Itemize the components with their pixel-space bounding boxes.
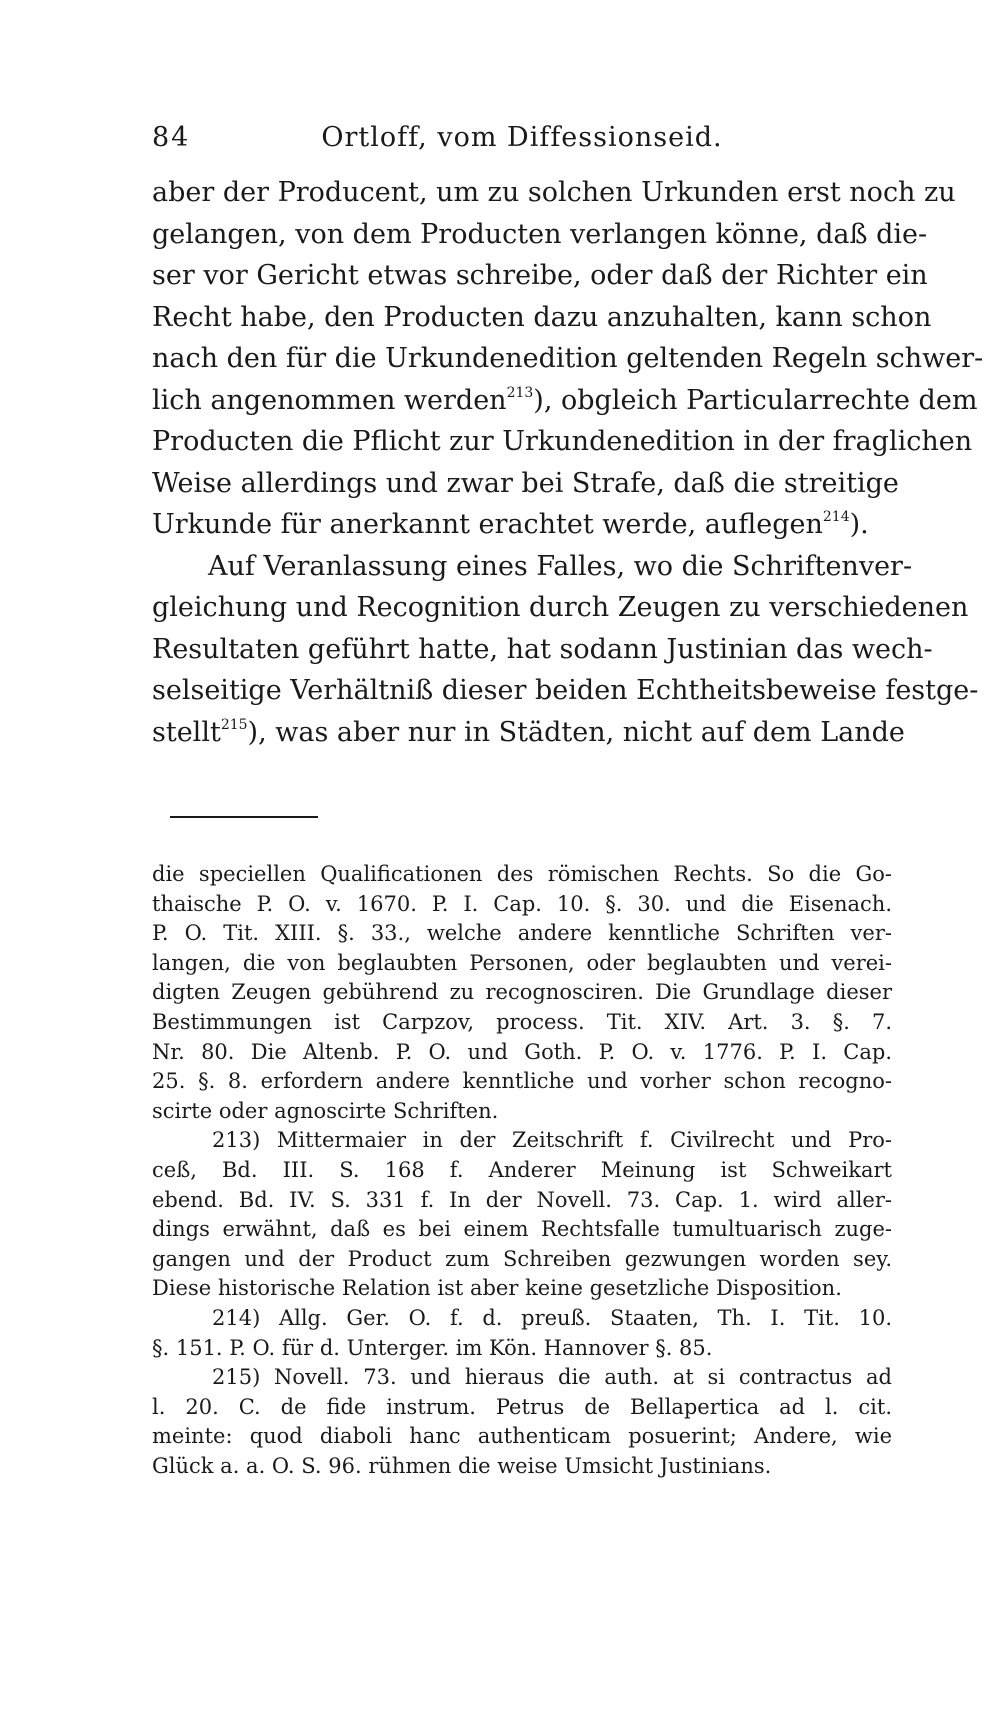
text-line: Weise allerdings und zwar bei Strafe, daß die streitige [152, 467, 899, 499]
footnote-214: 214) Allg. Ger. O. f. d. preuß. Staaten, Th. I. Tit. 10. [212, 1305, 892, 1330]
footnote-line: l. 20. C. de fide instrum. Petrus de Bellapertica ad l. cit. [152, 1394, 892, 1419]
footnote-separator [170, 816, 318, 818]
text-segment: ), [247, 716, 267, 748]
text-line: gelangen, von dem Producten verlangen könne, daß die- [152, 218, 928, 250]
footnote-line: gangen und der Product zum Schreiben gezwungen worden sey. [152, 1246, 892, 1271]
text-segment: ). [849, 509, 869, 540]
footnote-ref-213: 213 [506, 384, 534, 401]
text-line: gleichung und Recognition durch Zeugen zu verschiedenen [152, 592, 969, 623]
footnote-line: Nr. 80. Die Altenb. P. O. und Goth. P. O. v. 1776. P. I. Cap. [152, 1039, 892, 1064]
text-line: selseitige Verhältniß dieser beiden Echtheitsbeweise festge- [152, 675, 979, 706]
text-line: Auf Veranlassung eines Falles, wo die Schriftenver- [208, 550, 913, 582]
footnotes [152, 860, 892, 1481]
running-head [152, 122, 892, 162]
footnote-line: digten Zeugen gebührend zu recognosciren. Die Grundlage dieser [152, 980, 892, 1005]
footnote-line: scirte oder agnoscirte Schriften. [152, 1098, 499, 1123]
footnote-line: Glück a. a. O. S. 96. rühmen die weise Umsicht Justinians. [152, 1453, 772, 1478]
footnote-line: 25. §. 8. erfordern andere kenntliche und vorher schon recogno- [152, 1069, 892, 1094]
footnote-ref-214: 214 [822, 509, 850, 525]
footnote-line: meinte: quod diaboli hanc authenticam posuerint; Andere, wie [152, 1424, 892, 1449]
footnote-line: ceß, Bd. III. S. 168 f. Anderer Meinung ist Schweikart [152, 1157, 892, 1182]
text-line [152, 712, 905, 754]
page-number: 84 [152, 122, 191, 153]
footnote-line: Diese historische Relation ist aber keine gesetzliche Disposition. [152, 1276, 842, 1301]
footnote-line: thaische P. O. v. 1670. P. I. Cap. 10. §. 30. und die Eisenach. [152, 891, 892, 916]
text-line: Resultaten geführt hatte, hat sodann Justinian das wech- [152, 633, 933, 665]
footnote-line: langen, die von beglaubten Personen, oder beglaubten und verei- [152, 950, 892, 975]
footnote-line: §. 151. P. O. für d. Unterger. im Kön. Hannover §. 85. [152, 1335, 713, 1360]
footnote-line: ebend. Bd. IV. S. 331 f. In der Novell. 73. Cap. 1. wird aller- [152, 1187, 892, 1212]
text-segment: stellt [152, 716, 221, 748]
text-line: aber der Producent, um zu solchen Urkunden erst noch zu [152, 177, 956, 208]
running-title: Ortloff, vom Diffessionseid. [321, 122, 723, 153]
main-text [152, 172, 984, 753]
text-segment: lich angenommen werden [152, 384, 507, 416]
text-line: ser vor Gericht etwas schreibe, oder daß der Richter ein [152, 260, 928, 291]
footnote-line: dings erwähnt, daß es bei einem Rechtsfalle tumultuarisch zuge- [152, 1217, 892, 1242]
footnote-215: 215) Novell. 73. und hieraus die auth. at si contractus ad [212, 1365, 892, 1390]
text-line: Recht habe, den Producten dazu anzuhalten, kann schon [152, 301, 932, 333]
text-segment: ), obgleich Particularrechte dem [533, 384, 978, 416]
footnote-line: Bestimmungen ist Carpzov, process. Tit. XIV. Art. 3. §. 7. [152, 1009, 892, 1034]
footnote-line: P. O. Tit. XIII. §. 33., welche andere kenntliche Schriften ver- [152, 921, 892, 946]
text-segment: was aber nur in Städten, nicht auf dem Lande [275, 716, 905, 748]
text-line [152, 380, 978, 422]
footnote-line: die speciellen Qualificationen des römischen Rechts. So die Go- [152, 862, 892, 886]
footnote-ref-215: 215 [220, 716, 248, 733]
text-line: nach den für die Urkundenedition geltenden Regeln schwer- [152, 343, 984, 374]
text-line: Producten die Pflicht zur Urkundenedition in der fraglichen [152, 426, 973, 457]
text-segment: Urkunde für anerkannt erachtet werde, auflegen [152, 509, 823, 540]
footnote-213: 213) Mittermaier in der Zeitschrift f. Civilrecht und Pro- [212, 1128, 892, 1153]
text-line [152, 504, 892, 546]
